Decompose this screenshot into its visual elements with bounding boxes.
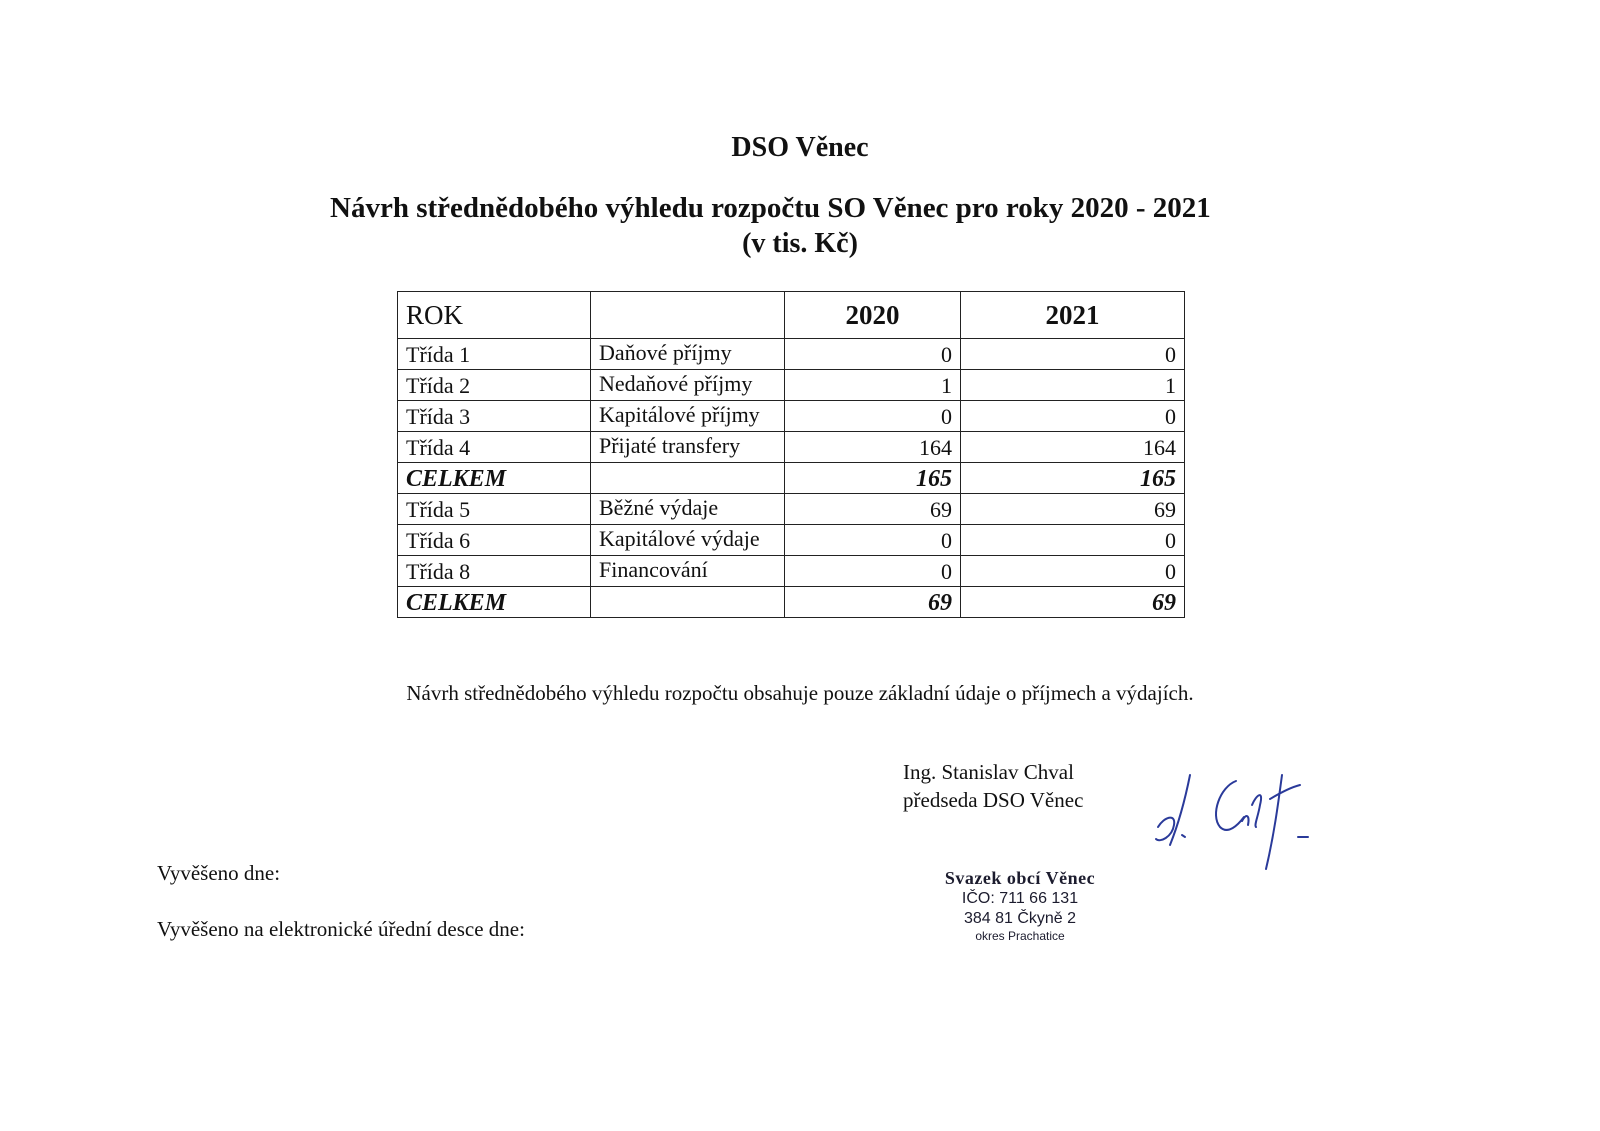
header-empty-cell [591,292,785,339]
table-row [398,494,1185,525]
row-name: Daňové příjmy [591,339,785,370]
row-code: Třída 4 [398,432,591,463]
row-value-2021: 164 [961,432,1185,463]
stamp-address: 384 81 Čkyně 2 [963,910,1077,927]
total-row-income [398,463,1185,494]
row-value-2020: 0 [785,401,961,432]
signer-role: předseda DSO Věnec [903,788,1084,812]
handwritten-signature [1150,765,1320,880]
organization-title: DSO Věnec [731,132,869,163]
row-value-2021: 0 [961,339,1185,370]
stamp-ico: IČO: 711 66 131 [961,890,1079,907]
table-row [398,401,1185,432]
signer-name: Ing. Stanislav Chval [903,760,1074,784]
row-value-2020: 0 [785,339,961,370]
row-name: Běžné výdaje [591,494,785,525]
row-value-2020: 69 [785,494,961,525]
row-name: Přijaté transfery [591,432,785,463]
posted-electronic-label: Vyvěšeno na elektronické úřední desce dne: [157,917,525,941]
table-row [398,370,1185,401]
header-label-cell: ROK [398,292,591,339]
row-name [591,463,785,494]
row-code: Třída 6 [398,525,591,556]
row-code: Třída 8 [398,556,591,587]
table-row [398,432,1185,463]
row-value-2020: 164 [785,432,961,463]
table-row [398,556,1185,587]
row-value-2021: 0 [961,401,1185,432]
stamp-org-name: Svazek obcí Věnec [944,868,1096,888]
stamp-district: okres Prachatice [975,929,1065,943]
row-value-2021: 0 [961,525,1185,556]
row-value-2020: 0 [785,556,961,587]
header-year-2020: 2020 [785,292,961,339]
row-value-2021: 1 [961,370,1185,401]
row-code: Třída 1 [398,339,591,370]
table-header-row [398,292,1185,339]
note-text: Návrh střednědobého výhledu rozpočtu obsahuje pouze základní údaje o příjmech a výdajích. [406,681,1194,705]
document-title: Návrh střednědobého výhledu rozpočtu SO Věnec pro roky 2020 - 2021 [330,192,1211,224]
row-value-2020: 1 [785,370,961,401]
row-name: Kapitálové příjmy [591,401,785,432]
row-code: Třída 3 [398,401,591,432]
row-name: Financování [591,556,785,587]
official-stamp [920,868,1120,943]
total-value-2020: 165 [785,463,961,494]
total-label: CELKEM [398,463,591,494]
header-year-2021: 2021 [961,292,1185,339]
total-value-2020: 69 [785,587,961,618]
row-code: Třída 5 [398,494,591,525]
total-row-expenses [398,587,1185,618]
row-name [591,587,785,618]
row-code: Třída 2 [398,370,591,401]
row-value-2021: 69 [961,494,1185,525]
table-row [398,339,1185,370]
posted-date-label: Vyvěšeno dne: [157,861,281,885]
total-label: CELKEM [398,587,591,618]
row-value-2020: 0 [785,525,961,556]
table-row [398,525,1185,556]
unit-subtitle: (v tis. Kč) [742,228,858,259]
budget-table [397,291,1185,618]
row-name: Nedaňové příjmy [591,370,785,401]
total-value-2021: 165 [961,463,1185,494]
total-value-2021: 69 [961,587,1185,618]
row-value-2021: 0 [961,556,1185,587]
row-name: Kapitálové výdaje [591,525,785,556]
